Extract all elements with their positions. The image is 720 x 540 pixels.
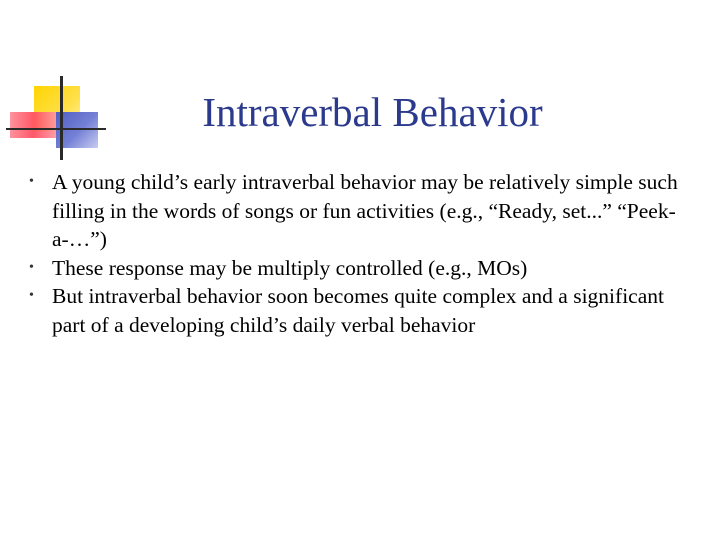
bullet-icon: • xyxy=(29,259,34,275)
slide-title: Intraverbal Behavior xyxy=(202,89,543,135)
decorative-logo xyxy=(0,0,110,170)
bullet-item xyxy=(24,254,684,283)
bullet-item xyxy=(24,168,684,254)
bullet-text: These response may be multiply controlled (e.g., MOs) xyxy=(52,255,528,280)
bullet-list xyxy=(24,168,684,339)
bullet-item xyxy=(24,282,684,339)
bullet-icon: • xyxy=(29,174,34,189)
bullet-text: But intraverbal behavior soon becomes quite complex and a significant part of a developing child’s daily verbal behavior xyxy=(52,284,664,337)
bullet-text: A young child’s early intraverbal behavior may be relatively simple such filling in the words of songs or fun activities (e.g., “Ready, set...” “Peek-a-…”) xyxy=(52,170,678,251)
bullet-icon: • xyxy=(29,288,34,303)
